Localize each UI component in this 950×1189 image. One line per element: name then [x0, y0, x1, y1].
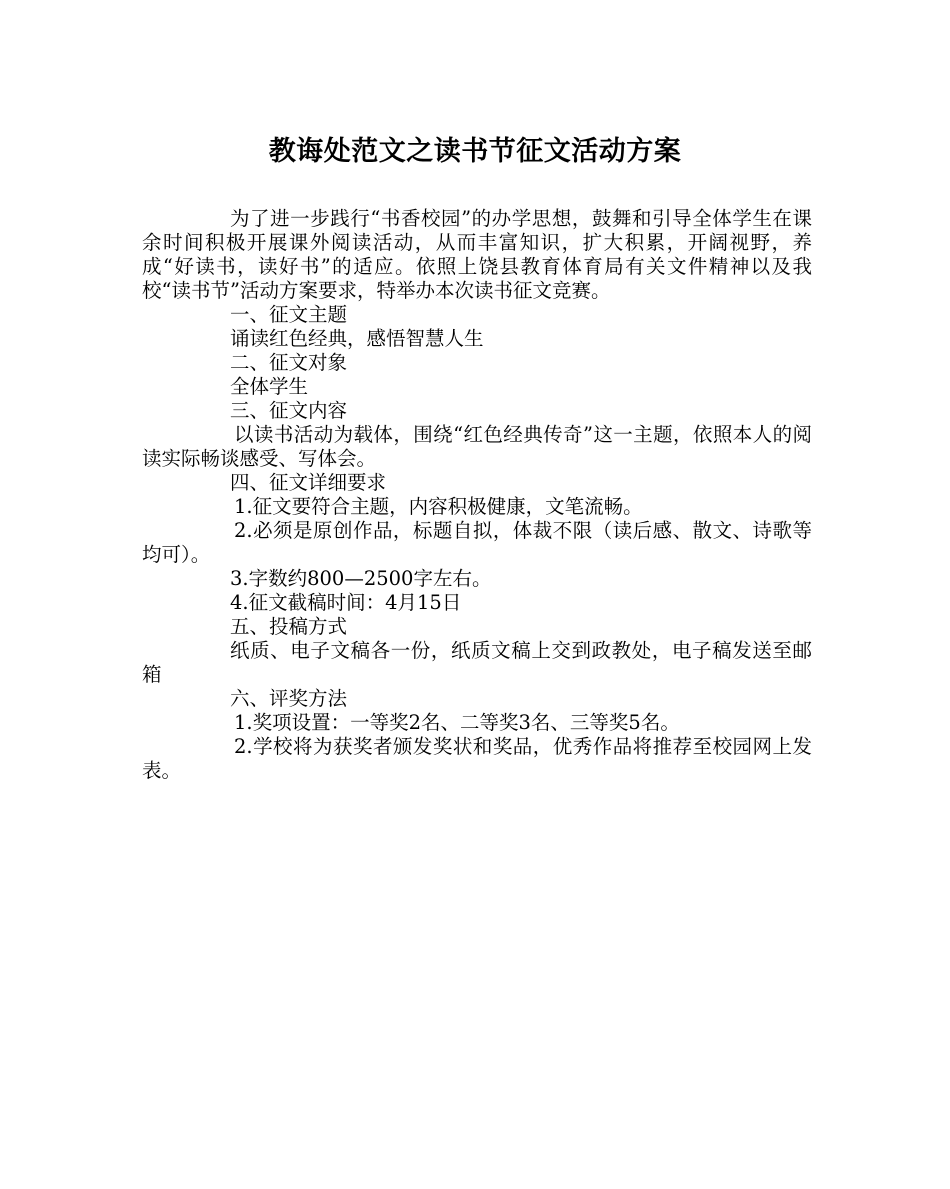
audience-text: 全体学生 — [230, 375, 309, 398]
award-item: 1.奖项设置：一等奖2名、二等奖3名、三等奖5名。 — [234, 711, 680, 734]
requirement-item: 1.征文要符合主题，内容积极健康，文笔流畅。 — [234, 495, 643, 518]
section-heading-submission: 五、投稿方式 — [230, 615, 348, 638]
requirement-item: 2.必须是原创作品，标题自拟，体裁不限（读后感、散文、诗歌等均可）。 — [142, 519, 812, 566]
section-heading-audience: 二、征文对象 — [230, 351, 348, 374]
document-title: 教诲处范文之读书节征文活动方案 — [268, 136, 682, 167]
section-heading-requirements: 四、征文详细要求 — [230, 471, 387, 494]
award-item: 2.学校将为获奖者颁发奖状和奖品，优秀作品将推荐至校园网上发表。 — [142, 735, 812, 782]
section-heading-theme: 一、征文主题 — [230, 303, 348, 326]
section-heading-awards: 六、评奖方法 — [230, 687, 348, 710]
content-text: 以读书活动为载体，围绕“红色经典传奇”这一主题，依照本人的阅读实际畅谈感受、写体会。 — [142, 423, 812, 470]
intro-paragraph: 为了进一步践行“书香校园”的办学思想，鼓舞和引导全体学生在课余时间积极开展课外阅读活动，从而丰富知识，扩大积累，开阔视野，养成“好读书，读好书”的适应。依照上饶县教育体育局有关文件精神以及我校“读书节”活动方案要求，特举办本次读书征文竞赛。 — [142, 207, 812, 302]
requirement-item: 3.字数约800—2500字左右。 — [230, 567, 492, 590]
theme-text: 诵读红色经典，感悟智慧人生 — [230, 327, 484, 350]
document-body — [142, 207, 812, 783]
submission-text: 纸质、电子文稿各一份，纸质文稿上交到政教处，电子稿发送至邮箱 — [142, 639, 812, 686]
requirement-item: 4.征文截稿时间：4月15日 — [230, 591, 462, 614]
section-heading-content: 三、征文内容 — [230, 399, 348, 422]
